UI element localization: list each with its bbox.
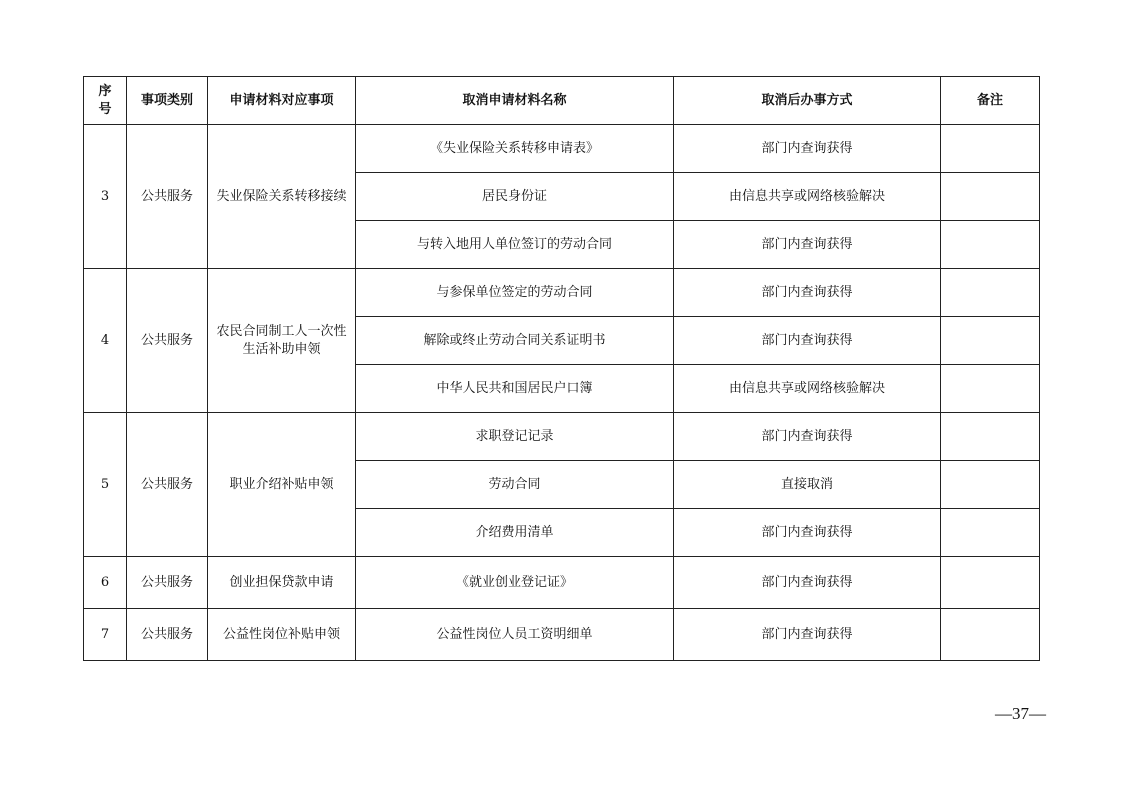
row-number: 6 <box>84 557 127 609</box>
row-category: 公共服务 <box>127 557 208 609</box>
materials-table <box>83 76 1040 661</box>
row-note <box>941 269 1040 317</box>
row-note <box>941 557 1040 609</box>
row-note <box>941 125 1040 173</box>
row-note <box>941 365 1040 413</box>
header-note: 备注 <box>941 77 1040 125</box>
header-row <box>84 77 1040 125</box>
header-method: 取消后办事方式 <box>674 77 941 125</box>
row-method: 部门内查询获得 <box>674 509 941 557</box>
row-category: 公共服务 <box>127 269 208 413</box>
row-method: 部门内查询获得 <box>674 269 941 317</box>
row-number: 7 <box>84 609 127 661</box>
row-method: 部门内查询获得 <box>674 125 941 173</box>
row-material: 中华人民共和国居民户口簿 <box>356 365 674 413</box>
table-row <box>84 125 1040 173</box>
row-method: 部门内查询获得 <box>674 221 941 269</box>
table-row <box>84 557 1040 609</box>
row-material: 劳动合同 <box>356 461 674 509</box>
row-number: 3 <box>84 125 127 269</box>
row-method: 部门内查询获得 <box>674 609 941 661</box>
row-method: 部门内查询获得 <box>674 317 941 365</box>
row-item: 职业介绍补贴申领 <box>208 413 356 557</box>
header-no: 序 号 <box>84 77 127 125</box>
row-note <box>941 609 1040 661</box>
row-item: 创业担保贷款申请 <box>208 557 356 609</box>
row-category: 公共服务 <box>127 413 208 557</box>
row-category: 公共服务 <box>127 609 208 661</box>
row-material: 求职登记记录 <box>356 413 674 461</box>
row-item: 公益性岗位补贴申领 <box>208 609 356 661</box>
row-method: 由信息共享或网络核验解决 <box>674 365 941 413</box>
row-material: 介绍费用清单 <box>356 509 674 557</box>
row-note <box>941 173 1040 221</box>
row-note <box>941 413 1040 461</box>
header-category: 事项类别 <box>127 77 208 125</box>
page-number: —37— <box>995 704 1046 723</box>
row-note <box>941 461 1040 509</box>
row-method: 直接取消 <box>674 461 941 509</box>
row-category: 公共服务 <box>127 125 208 269</box>
row-method: 由信息共享或网络核验解决 <box>674 173 941 221</box>
header-material: 取消申请材料名称 <box>356 77 674 125</box>
table-row <box>84 269 1040 317</box>
row-note <box>941 221 1040 269</box>
row-material: 解除或终止劳动合同关系证明书 <box>356 317 674 365</box>
row-material: 《就业创业登记证》 <box>356 557 674 609</box>
row-material: 与参保单位签定的劳动合同 <box>356 269 674 317</box>
row-note <box>941 317 1040 365</box>
table-row <box>84 413 1040 461</box>
row-item: 失业保险关系转移接续 <box>208 125 356 269</box>
header-item: 申请材料对应事项 <box>208 77 356 125</box>
row-method: 部门内查询获得 <box>674 557 941 609</box>
row-number: 4 <box>84 269 127 413</box>
row-material: 《失业保险关系转移申请表》 <box>356 125 674 173</box>
row-material: 公益性岗位人员工资明细单 <box>356 609 674 661</box>
row-method: 部门内查询获得 <box>674 413 941 461</box>
row-material: 与转入地用人单位签订的劳动合同 <box>356 221 674 269</box>
row-item: 农民合同制工人一次性生活补助申领 <box>208 269 356 413</box>
row-note <box>941 509 1040 557</box>
row-material: 居民身份证 <box>356 173 674 221</box>
row-number: 5 <box>84 413 127 557</box>
table-row <box>84 609 1040 661</box>
